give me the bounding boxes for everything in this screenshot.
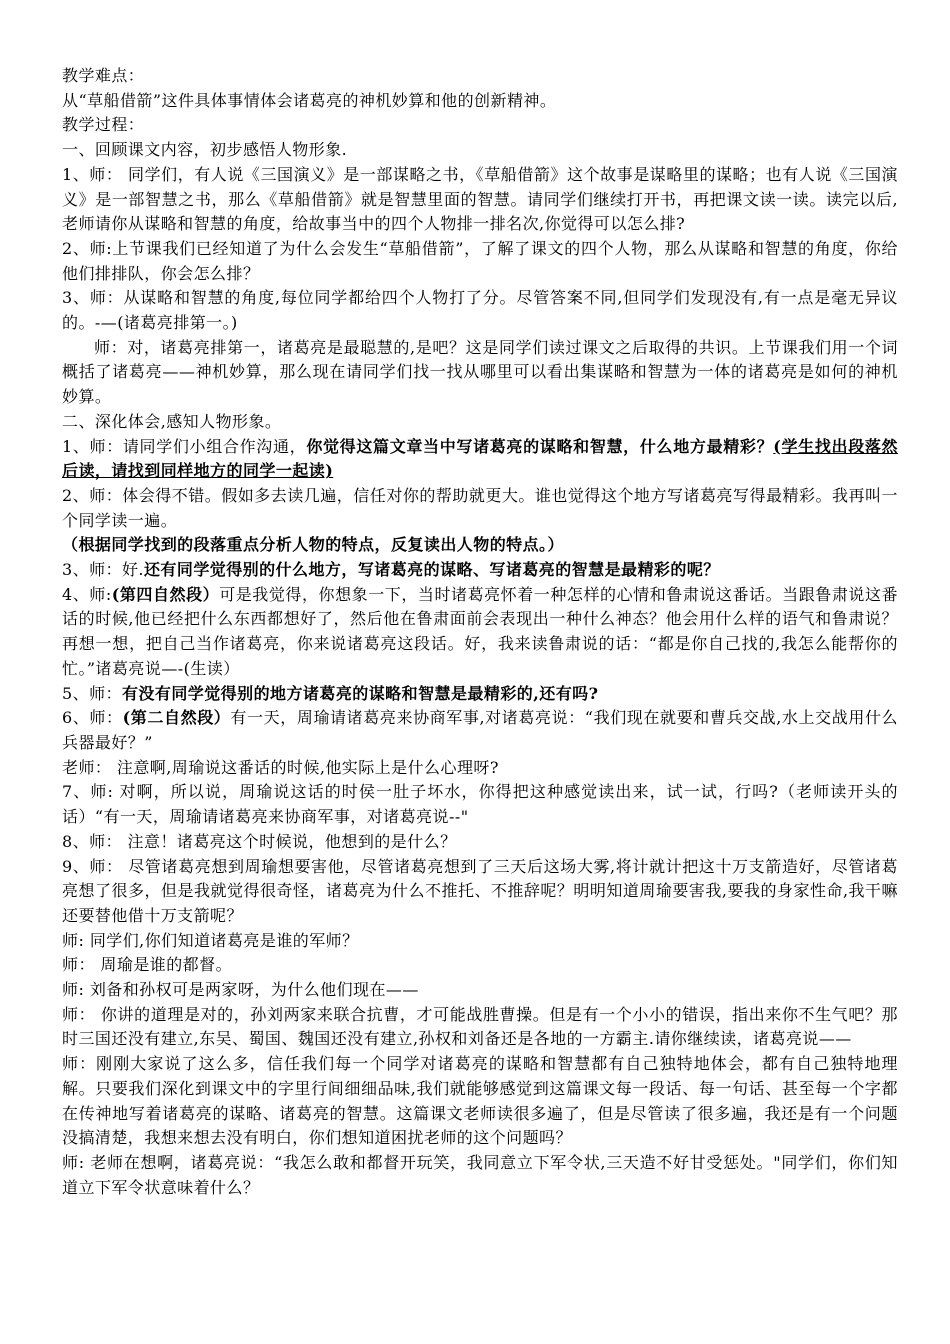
bold-question: 还有同学觉得别的什么地方，写诸葛亮的谋略、写诸葛亮的智慧是最精彩的呢？ — [143, 560, 720, 580]
bold-question: 你觉得这篇文章当中写诸葛亮的谋略和智慧，什么地方最精彩？ — [306, 436, 774, 456]
paragraph-2: 2、师:上节课我们已经知道了为什么会发生“草船借箭”，了解了课文的四个人物，那么从谋略和智慧的角度，你给他们排排队，你会怎么排？ — [62, 238, 898, 283]
paragraph-dialogue-4: 师： 你讲的道理是对的，孙刘两家来联合抗曹，才可能战胜曹操。但是有一个小小的错误，指出来你不生气吧？那时三国还没有建立,东吴、蜀国、魏国还没有建立,孙权和刘备还是各地的一方霸主.请你继续读，诸葛亮说—— — [62, 1004, 898, 1049]
text: 1、师：请同学们小组合作沟通， — [62, 436, 307, 456]
paragraph-teacher-note: 老师： 注意啊,周瑜说这番话的时候,他实际上是什么心理呀? — [62, 757, 499, 777]
paragraph-s2-4 — [62, 583, 898, 682]
paragraph-s2-6 — [62, 706, 898, 755]
text: 3、师：好. — [62, 560, 144, 580]
paragraph-s2-8: 8、师： 注意！诸葛亮这个时候说，他想到的是什么？ — [62, 831, 457, 851]
bold-underlined-instruction: (学生找出段落然后读，请找到同样地方的同学一起读) — [62, 436, 899, 481]
text: 可是我觉得，你想象一下，当时诸葛亮怀着一种怎样的心情和鲁肃说这番话。当跟鲁肃说这番话的时候,他已经把什么东西都想好了，然后他在鲁肃面前会表现出一种什么神态？他会用什么样的语气和鲁肃说？再想一想，把自己当作诸葛亮，你来说诸葛亮这段话。好，我来读鲁肃说的话：“都是你自己找的,我怎么能帮你的忙。”诸葛亮说—-(生读） — [62, 584, 898, 678]
paragraph-dialogue-6: 师: 老师在想啊，诸葛亮说：“我怎么敢和都督开玩笑，我同意立下军令状,三天造不好甘受惩处。"同学们，你们知道立下军令状意味着什么？ — [62, 1152, 898, 1197]
bold-paragraph-ref: (第二自然段） — [122, 708, 231, 728]
paragraph-s2-9: 9、师： 尽管诸葛亮想到周瑜想要害他，尽管诸葛亮想到了三天后这场大雾,将计就计把这十万支箭造好，尽管诸葛亮想了很多，但是我就觉得很奇怪，诸葛亮为什么不推托、不推辞呢？明明知道周瑜要害我,要我的身家性命,我干嘛还要替他借十万支箭呢？ — [62, 856, 898, 925]
bold-paragraph-ref: (第四自然段） — [111, 584, 220, 604]
text: 6、师： — [62, 708, 123, 728]
heading-difficulty: 教学难点： — [62, 66, 145, 85]
paragraph-dialogue-2: 师： 周瑜是谁的都督。 — [62, 955, 233, 975]
bold-question: 有没有同学觉得别的地方诸葛亮的谋略和智慧是最精彩的,还有吗? — [121, 683, 599, 703]
difficulty-text: 从“草船借箭”这件具体事情体会诸葛亮的神机妙算和他的创新精神。 — [62, 90, 557, 110]
text: 有一天，周瑜请诸葛亮来协商军事,对诸葛亮说：“我们现在就要和曹兵交战,水上交战用什么兵器最好？” — [62, 708, 898, 752]
paragraph-teacher-summary: 师：对，诸葛亮排第一，诸葛亮是最聪慧的,是吧？这是同学们读过课文之后取得的共识。上节课我们用一个词概括了诸葛亮——神机妙算，那么现在请同学们找一找从哪里可以看出集谋略和智慧为一体的诸葛亮是如何的神机妙算。 — [62, 337, 898, 407]
paragraph-s2-1 — [62, 435, 898, 484]
text: 4、师: — [62, 584, 112, 604]
paragraph-dialogue-5: 师：刚刚大家说了这么多，信任我们每一个同学对诸葛亮的谋略和智慧都有自己独特地体会，都有自己独特地理解。只要我们深化到课文中的字里行间细细品味,我们就能够感觉到这篇课文每一段话、每一句话、甚至每一个字都在传神地写着诸葛亮的谋略、诸葛亮的智慧。这篇课文老师读很多遍了，但是尽管读了很多遍，我还是有一个问题没搞清楚，我想来想去没有明白，你们想知道困扰老师的这个问题吗？ — [62, 1054, 898, 1148]
bold-note: （根据同学找到的段落重点分析人物的特点，反复读出人物的特点。） — [62, 535, 564, 555]
section-1-title: 一、回顾课文内容，初步感悟人物形象. — [62, 140, 348, 160]
paragraph-s2-2: 2、师：体会得不错。假如多去读几遍，信任对你的帮助就更大。谁也觉得这个地方写诸葛亮写得最精彩。我再叫一个同学读一遍。 — [62, 485, 898, 530]
paragraph-s2-7: 7、师: 对啊，所以说，周瑜说这话的时侯一肚子坏水，你得把这种感觉读出来，试一试，行吗?（老师读开头的话）“有一天，周瑜请诸葛亮来协商军事，对诸葛亮说--" — [62, 782, 898, 827]
paragraph-1: 1、师： 同学们，有人说《三国演义》是一部谋略之书，《草船借箭》这个故事是谋略里的谋略；也有人说《三国演义》是一部智慧之书，那么《草船借箭》就是智慧里面的智慧。请同学们继续打开书，再把课文读一读。读完以后,老师请你从谋略和智慧的角度，给故事当中的四个人物排一排名次,你觉得可以怎么排? — [62, 164, 898, 234]
section-2-title: 二、深化体会,感知人物形象。 — [62, 411, 282, 431]
paragraph-dialogue-3: 师: 刘备和孙权可是两家呀，为什么他们现在—— — [62, 980, 419, 1000]
text: 5、师： — [62, 683, 122, 703]
paragraph-s2-3 — [62, 558, 898, 583]
paragraph-dialogue-1: 师: 同学们,你们知道诸葛亮是谁的军师？ — [62, 930, 359, 950]
paragraph-3: 3、师：从谋略和智慧的角度,每位同学都给四个人物打了分。尽管答案不同,但同学们发现没有,有一点是毫无异议的。-—(诸葛亮排第一。) — [62, 288, 898, 333]
heading-process: 教学过程： — [62, 115, 145, 135]
paragraph-s2-5 — [62, 682, 898, 707]
